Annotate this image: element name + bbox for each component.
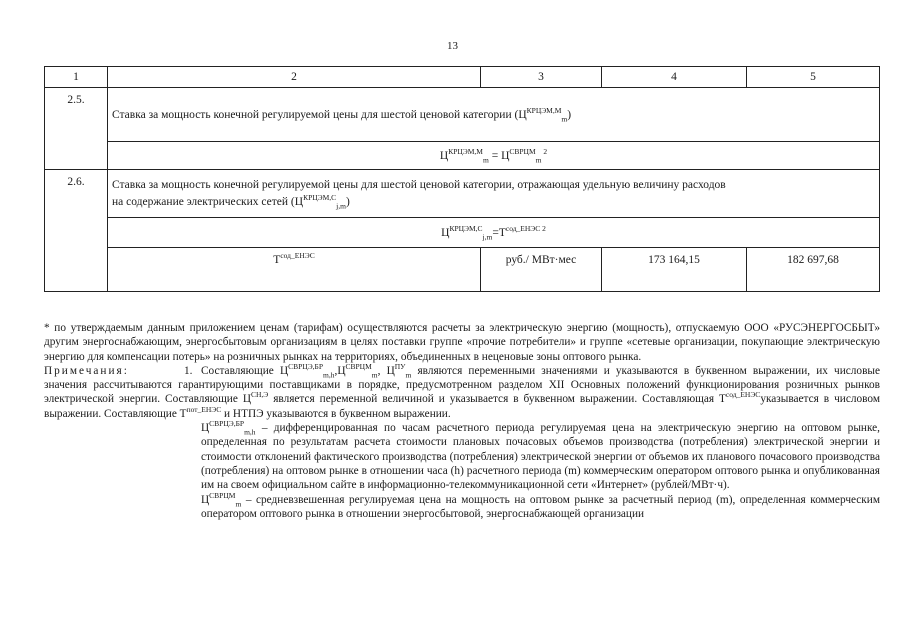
tariff-table (44, 66, 880, 292)
formula: $Ц^{КРЦЭМ,М}_m = Ц^{СВРЦМ}_m$ $^2$ (108, 142, 880, 170)
unit-cell: руб./ МВт·мес (481, 248, 602, 292)
table-row (45, 88, 880, 142)
definition-1: $Ц^{СВРЦЭ,БР}_{m,h}$ – дифференцированная по часам расчетного периода регулируемая цена на электрическую энергию на оптовом рынке, определенная по результатам расчета стоимости плановых почасовых объемов производства (потребления) электрической энергии и стоимости отклонений фактического производства (потребления) электрической энергии от объемов их планового почасового производства (потребления) на оптовом рынке в отношении часа (h) расчетного периода (m) коммерческим оператором оптового рынка и опубликованная им на своем официальном сайте в информационно-телекоммуникационной сети «Интернет» (рублей/МВт·ч). (201, 419, 880, 492)
table-header-row (45, 67, 880, 88)
note-number: 1. (184, 364, 193, 377)
formula-row (45, 218, 880, 248)
component-cell: $Т^{сод\_ЕНЭС}$ (108, 248, 481, 292)
value-cell: 173 164,15 (602, 248, 747, 292)
row-description: Ставка за мощность конечной регулируемой цены для шестой ценовой категории, отражающая удельную величину расходов на содержание электрических сетей $(Ц^{КРЦЭМ,С}_{j,m})$ (108, 170, 880, 218)
row-description: Ставка за мощность конечной регулируемой цены для шестой ценовой категории $(Ц^{КРЦЭМ,М}_m)$ (108, 88, 880, 142)
header-cell: 2 (108, 67, 481, 88)
note-1: Примечания: 1. Составляющие $Ц^{СВРЦЭ,БР}_{m,h},Ц^{СВРЦМ}_m$, $Ц^{ПУ}_m$ являются переменными значениями и указываются в буквенном выражении, их числовые значения рассчитываются гарантирующими поставщиками в порядке, предусмотренном разделом XII Основных положений функционирования розничных рынков электрической энергии. Составляющие $Ц^{СН,Э}$ является переменной величиной и указывается в буквенном выражении. Составляющая $Т^{сод\_ЕНЭС}указывается$ в числовом выражении. Составляющие $Т^{пот\_ЕНЭС}$ и НТПЭ указываются в буквенном выражении. (44, 362, 881, 420)
header-cell: 4 (602, 67, 747, 88)
row-number: 2.5. (45, 88, 108, 170)
notes-label: Примечания: (44, 364, 129, 377)
row-number: 2.6. (45, 170, 108, 292)
header-cell: 3 (481, 67, 602, 88)
asterisk-note: * по утверждаемым данным приложением ценам (тарифам) осуществляются расчеты за электрическую энергию (мощность), отпускаемую ООО «РУСЭНЕРГОСБЫТ» другим энергоснабжающим, энергосбытовым организациям в целях поставки группе «прочие потребители» и группе «сетевые организации, покупающие электрическую энергию для компенсации потерь» на розничных рынках на территориях, объединенных в неценовые зоны оптового рынка. (44, 322, 880, 363)
header-cell: 5 (747, 67, 880, 88)
value-cell: 182 697,68 (747, 248, 880, 292)
formula-row (45, 142, 880, 170)
definition-2: $Ц^{СВРЦМ}_m$ – средневзвешенная регулируемая цена на мощность на оптовом рынке за расчетный период (m), определенная коммерческим оператором оптового рынка в отношении энергосбытовой, энергоснабжающей организации (201, 490, 880, 520)
table-row (45, 170, 880, 218)
formula: $Ц^{КРЦЭМ,С}_{j,m}=Т^{сод\_ЕНЭС}$ $^2$ (108, 218, 880, 248)
page-number: 13 (447, 40, 458, 52)
value-row (45, 248, 880, 292)
notes-section (44, 321, 880, 521)
header-cell: 1 (45, 67, 108, 88)
